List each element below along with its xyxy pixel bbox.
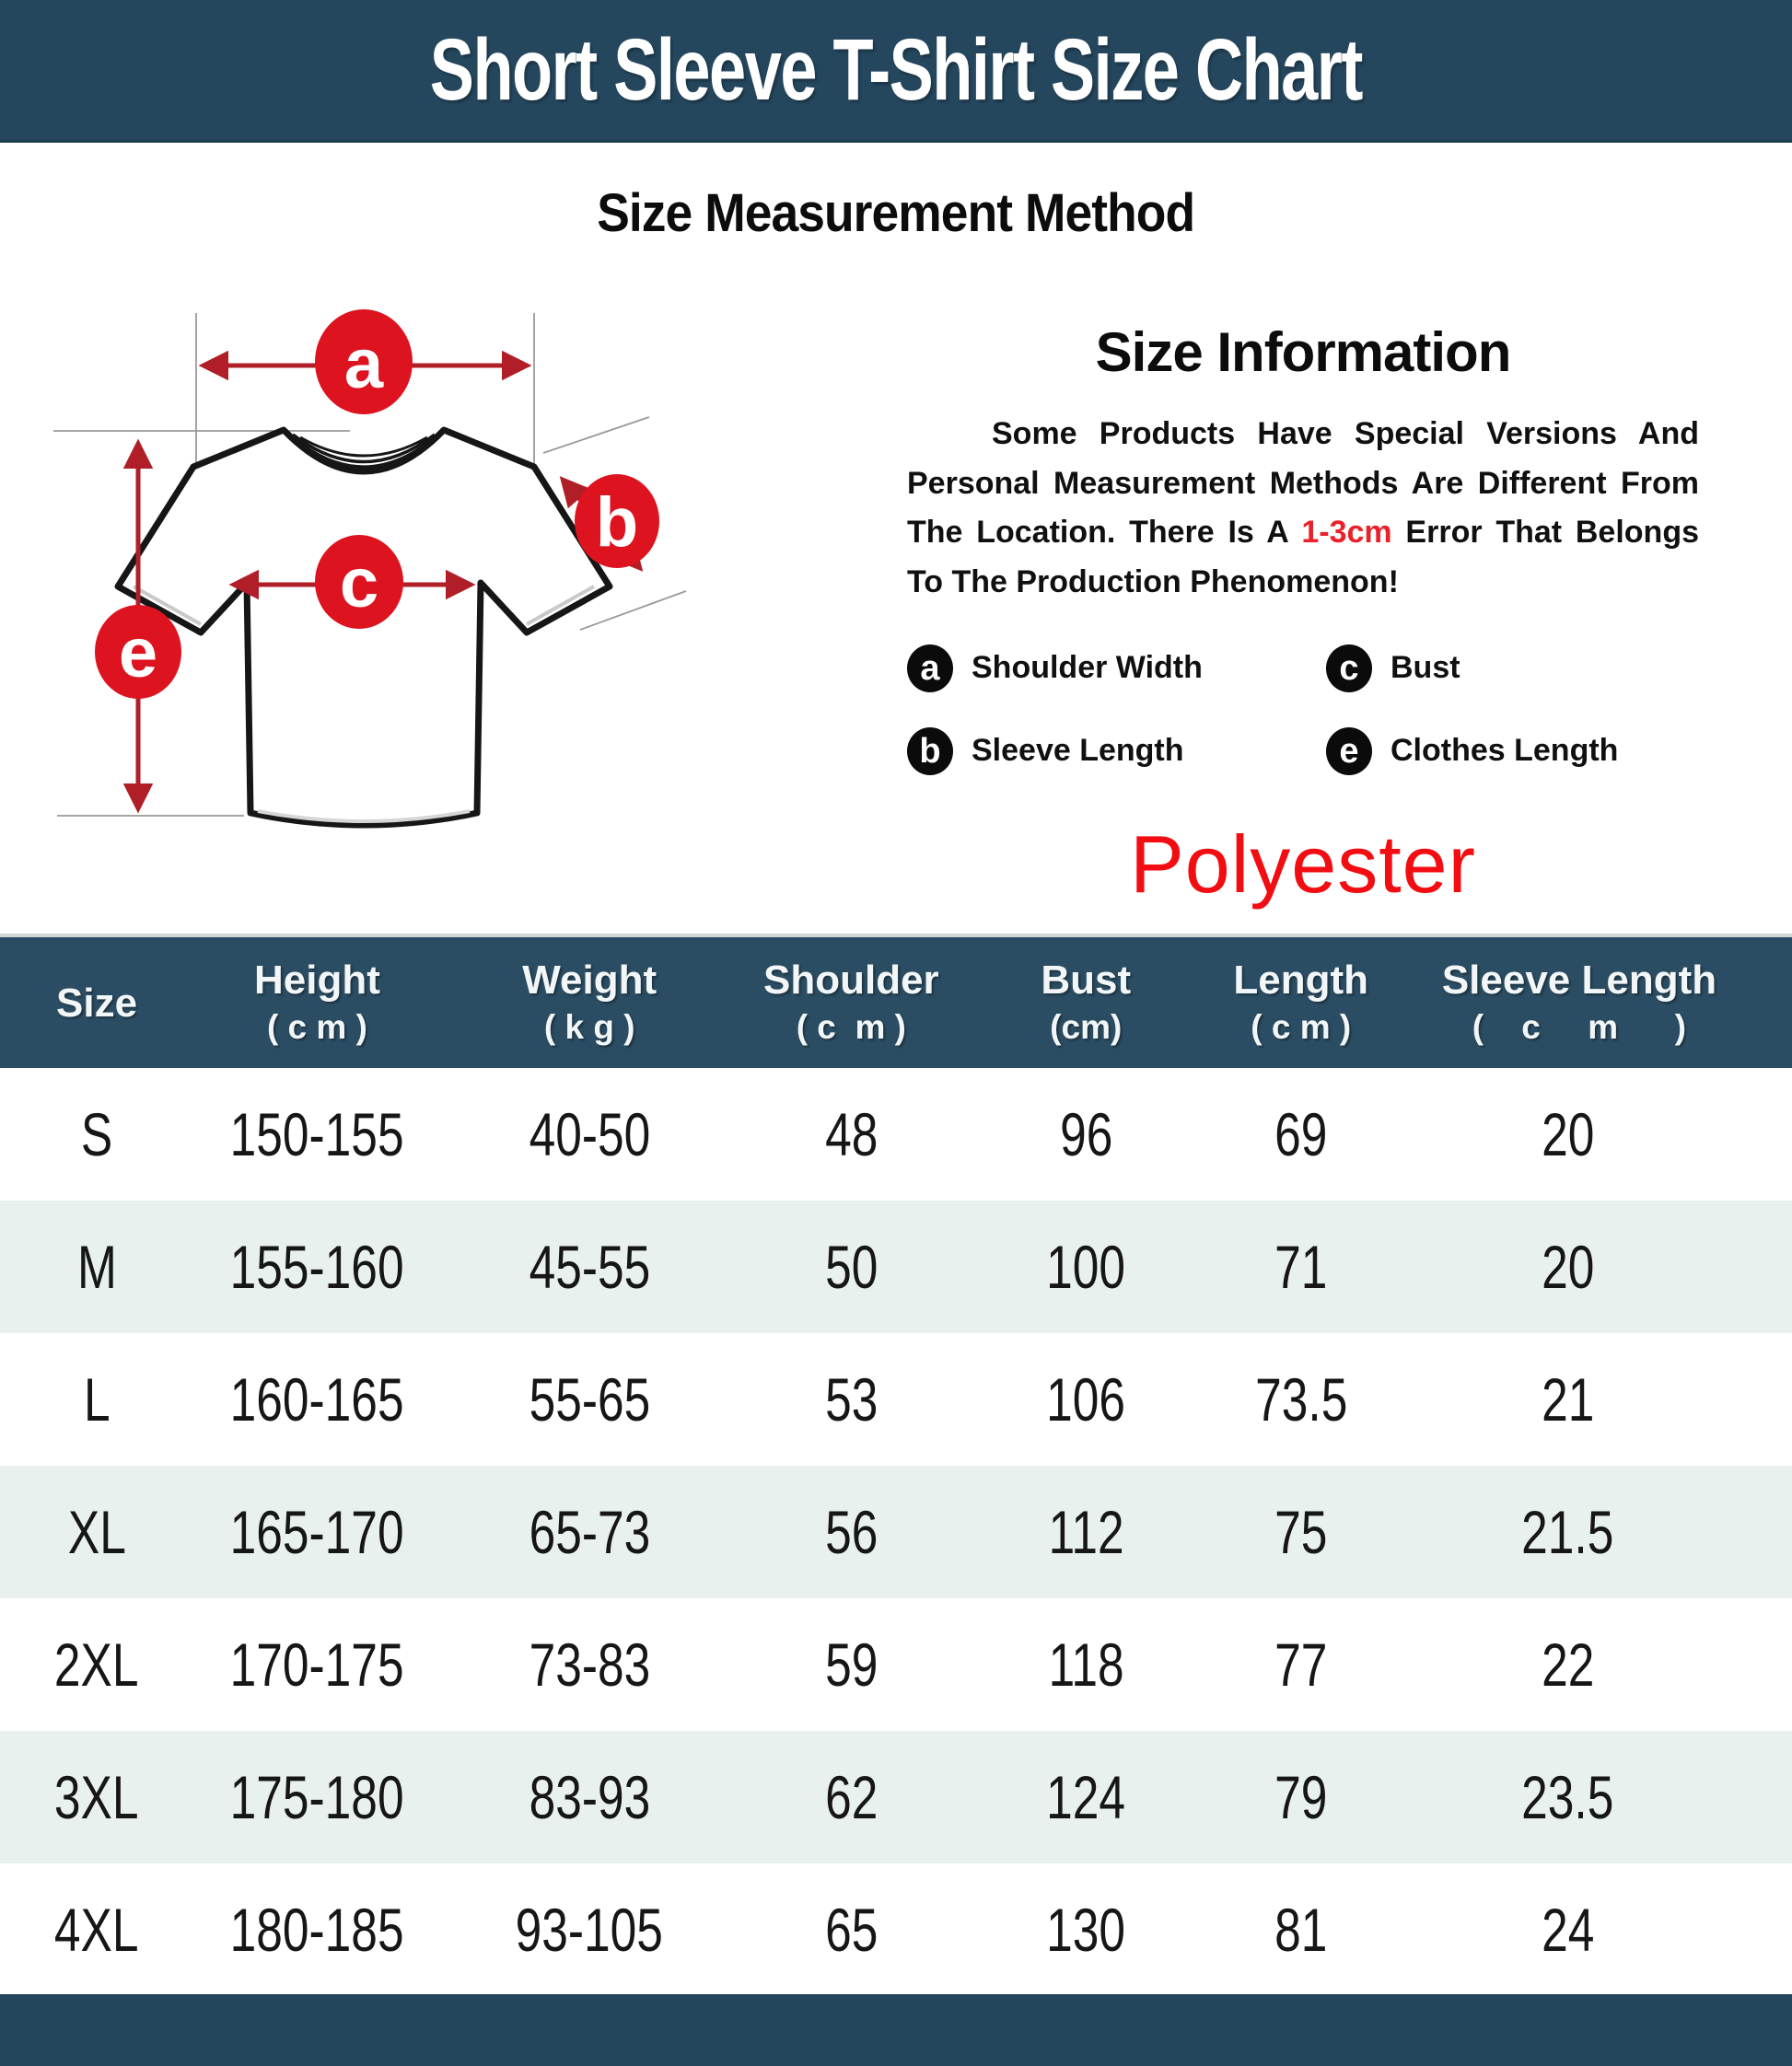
- table-cell: 75: [1274, 1498, 1328, 1566]
- table-cell: 59: [824, 1631, 878, 1699]
- table-row-xl: [0, 1466, 1792, 1598]
- table-cell: 65: [824, 1896, 878, 1964]
- table-cell: 2XL: [54, 1631, 139, 1699]
- table-cell: 150-155: [229, 1100, 404, 1168]
- table-cell: 23.5: [1521, 1763, 1614, 1831]
- legend-key-c-icon: c: [1326, 644, 1372, 692]
- table-cell: 21: [1541, 1365, 1595, 1433]
- table-cell: 45-55: [529, 1233, 651, 1301]
- legend-key-b-icon: b: [907, 727, 953, 775]
- legend-key-e-icon: e: [1326, 727, 1372, 775]
- table-cell: 56: [824, 1498, 878, 1566]
- table-cell: 55-65: [529, 1365, 651, 1433]
- info-text-before: Some Products Have Special Versions And Personal Measurement Methods Are Different From The Location. There Is A: [907, 416, 1699, 551]
- badge-b: b: [595, 483, 639, 562]
- table-cell: 20: [1541, 1100, 1595, 1168]
- table-cell: 118: [1048, 1631, 1124, 1699]
- title-bar: [0, 0, 1792, 143]
- table-cell: 22: [1541, 1631, 1595, 1699]
- table-row-m: [0, 1201, 1792, 1333]
- legend-item-shoulder-width: [907, 644, 1326, 692]
- legend-item-clothes-length: [1326, 727, 1699, 775]
- legend-label: Sleeve Length: [972, 733, 1184, 769]
- table-cell: 73.5: [1254, 1365, 1347, 1433]
- table-cell: 69: [1274, 1100, 1328, 1168]
- col-header-shoulder: Shoulder ( c m ): [762, 958, 939, 1047]
- legend-label: Bust: [1391, 650, 1460, 686]
- table-header-row: [0, 937, 1792, 1068]
- table-cell: 112: [1048, 1498, 1124, 1566]
- table-cell: 96: [1059, 1100, 1112, 1168]
- table-cell: 124: [1046, 1763, 1126, 1831]
- badge-a: a: [343, 325, 384, 403]
- table-cell: 93-105: [516, 1896, 664, 1964]
- table-cell: 100: [1046, 1233, 1126, 1301]
- col-header-bust: Bust (cm): [1041, 958, 1132, 1047]
- table-cell: 175-180: [229, 1763, 404, 1831]
- table-cell: 3XL: [54, 1763, 139, 1831]
- table-cell: 50: [824, 1233, 878, 1301]
- table-row-l: [0, 1333, 1792, 1466]
- info-text-highlight: 1-3cm: [1301, 515, 1392, 551]
- table-cell: 81: [1274, 1896, 1328, 1964]
- legend-label: Shoulder Width: [972, 650, 1203, 686]
- legend-key-a-icon: a: [907, 644, 953, 692]
- table-cell: 62: [824, 1763, 878, 1831]
- table-row-3xl: [0, 1731, 1792, 1863]
- table-cell: 180-185: [229, 1896, 404, 1964]
- size-table: [0, 937, 1792, 1996]
- table-cell: 48: [824, 1100, 878, 1168]
- col-header-weight: Weight ( k g ): [522, 958, 657, 1047]
- table-cell: 130: [1046, 1896, 1126, 1964]
- material-label: Polyester: [1130, 818, 1476, 910]
- table-cell: 79: [1274, 1763, 1328, 1831]
- info-text-after: Error That Belongs To The Production Phenomenon!: [907, 515, 1699, 600]
- footer-bar: [0, 1994, 1792, 2066]
- legend-label: Clothes Length: [1391, 733, 1619, 769]
- table-row-s: [0, 1068, 1792, 1201]
- col-header-size: Size: [56, 980, 138, 1026]
- col-header-length: Length ( c m ): [1233, 958, 1369, 1047]
- legend-item-bust: [1326, 644, 1699, 692]
- size-information-section: [907, 320, 1699, 911]
- size-information-text: [907, 410, 1699, 608]
- table-cell: 170-175: [229, 1631, 404, 1699]
- table-row-4xl: [0, 1863, 1792, 1996]
- table-cell: 83-93: [529, 1763, 651, 1831]
- table-cell: 73-83: [529, 1631, 651, 1699]
- size-information-heading: Size Information: [1095, 321, 1511, 383]
- table-cell: 24: [1541, 1896, 1595, 1964]
- table-cell: 71: [1274, 1233, 1328, 1301]
- table-cell: L: [83, 1365, 111, 1433]
- col-header-height: Height ( c m ): [253, 958, 380, 1047]
- measurement-method-heading: Size Measurement Method: [597, 183, 1195, 243]
- table-cell: 160-165: [229, 1365, 404, 1433]
- tshirt-diagram-svg: [46, 262, 700, 907]
- table-cell: 77: [1274, 1631, 1328, 1699]
- table-cell: M: [76, 1233, 117, 1301]
- tshirt-measurement-diagram: [46, 262, 700, 911]
- table-cell: XL: [67, 1498, 126, 1566]
- table-cell: 155-160: [229, 1233, 404, 1301]
- table-cell: 53: [824, 1365, 878, 1433]
- table-row-2xl: [0, 1598, 1792, 1731]
- badge-e: e: [118, 614, 158, 692]
- measurement-legend: [907, 644, 1699, 775]
- table-cell: S: [80, 1100, 113, 1168]
- page-title: Short Sleeve T-Shirt Size Chart: [429, 20, 1363, 119]
- table-cell: 40-50: [529, 1100, 651, 1168]
- col-header-sleeve-length: Sleeve Length ( c m ): [1441, 958, 1717, 1047]
- table-cell: 106: [1046, 1365, 1126, 1433]
- legend-item-sleeve-length: [907, 727, 1326, 775]
- size-table-section: [0, 934, 1792, 1996]
- table-cell: 20: [1541, 1233, 1595, 1301]
- table-cell: 65-73: [529, 1498, 651, 1566]
- table-cell: 21.5: [1521, 1498, 1614, 1566]
- table-cell: 165-170: [229, 1498, 404, 1566]
- table-cell: 4XL: [54, 1896, 139, 1964]
- badge-c: c: [339, 544, 379, 622]
